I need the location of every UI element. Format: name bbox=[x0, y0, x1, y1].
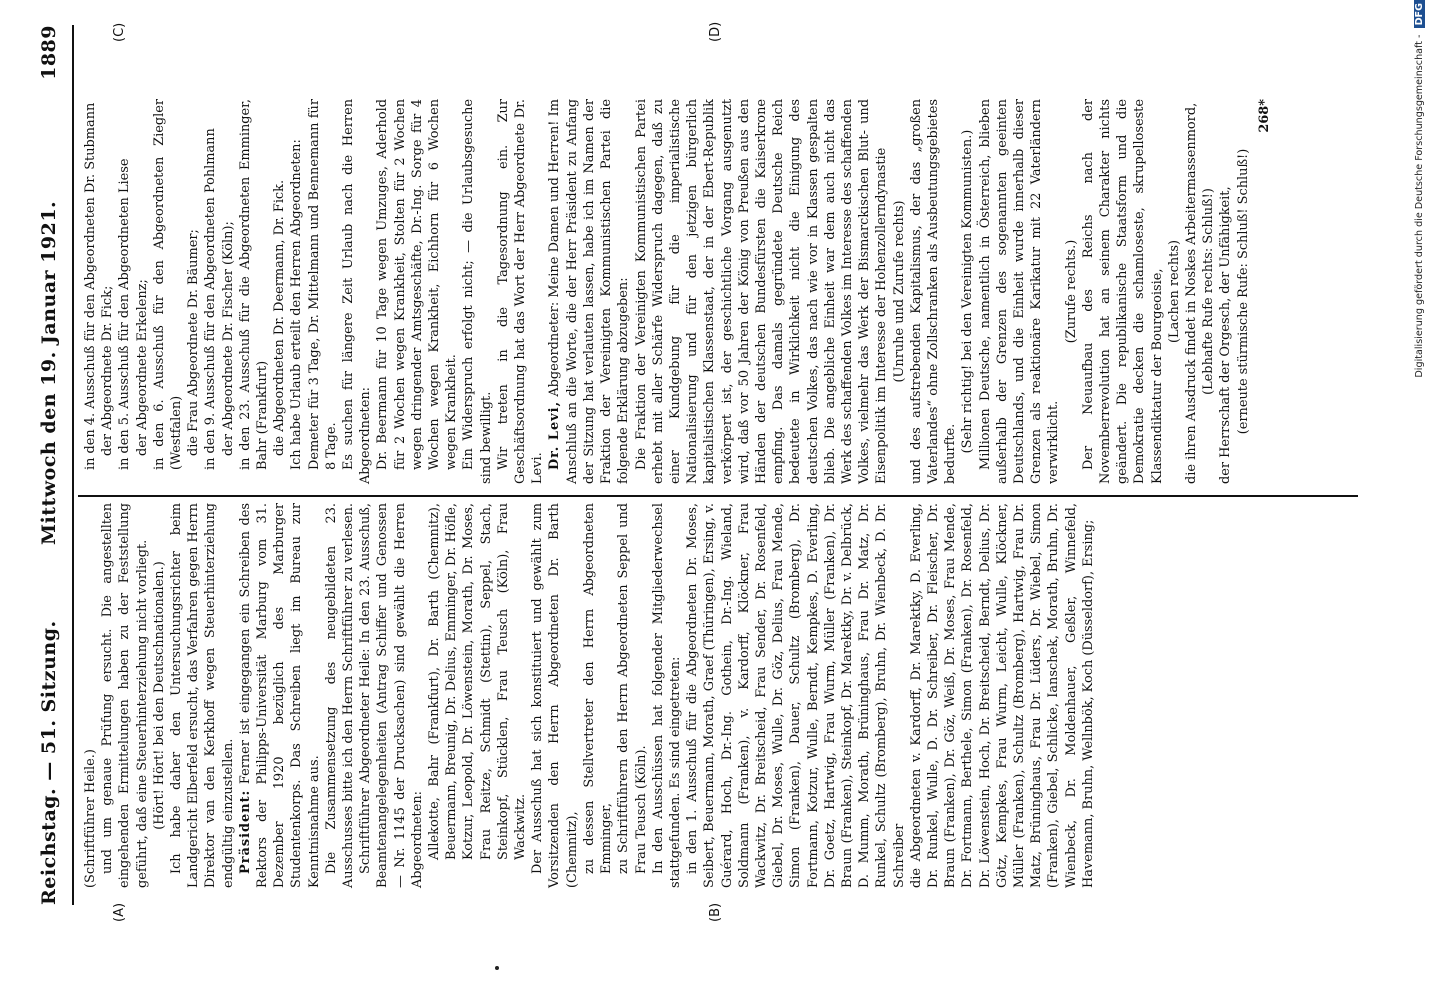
paragraph bbox=[1235, 99, 1252, 484]
paragraph bbox=[99, 503, 151, 888]
paragraph-text: Abgeordneter: Meine Damen und Herren! Im Anschluß an die Worte, die der Herr Präsident zu Anfang der Sitzung hat verlauten lassen, habe ich im Namen der Fraktion der Vereinigten Kommunistischen Partei die folgende Erklärung abzugeben: bbox=[547, 99, 632, 484]
paragraph-text: und des aufstrebenden Kapitalismus, der das „großen Vaterlandes“ ohne Zollschranken als Ausbeutungsgebietes bedurfte. bbox=[908, 99, 959, 484]
paragraph bbox=[151, 503, 168, 888]
paragraph-text: Schriftführer Abgeordneter Heile: In den 23. Ausschuß, Beamtenangelegenheiten (Antrag Schiffer und Genossen — Nr. 1145 der Drucksachen) sind gewählt die Herren Abgeordneten: bbox=[358, 503, 425, 888]
header-rule bbox=[72, 25, 74, 905]
paragraph bbox=[633, 99, 891, 484]
paragraph-text: (Lebhafte Rufe rechts: Schluß!) bbox=[1201, 188, 1217, 395]
paragraph bbox=[202, 99, 219, 484]
paragraph-text: (Hört! Hört! bei den Deutschnationalen.) bbox=[151, 561, 167, 830]
paragraph bbox=[529, 503, 581, 888]
paragraph-text: der Herrschaft der Orgesch, der Unfähigkeit, bbox=[1218, 186, 1234, 484]
paragraph bbox=[99, 99, 116, 484]
header-date: Mittwoch den 19. Januar 1921. bbox=[38, 200, 60, 545]
paragraph bbox=[908, 503, 1097, 888]
paragraph-text: der Abgeordnete Dr. Fischer (Köln); bbox=[220, 221, 236, 456]
paragraph-text: Ferner ist eingegangen ein Schreiben des Rektors der Philipps-Universität Marburg vom 31. Dezember 1920 bezüglich des Marburger Studentenkorps. Das Schreiben liegt im Bureau zur Kenntnisnahme aus. bbox=[237, 503, 322, 888]
paragraph-text: (Lachen rechts) bbox=[1166, 240, 1182, 343]
paragraph bbox=[82, 99, 99, 484]
margin-mark-b: (B) bbox=[708, 902, 723, 922]
funding-text: Digitalisierung gefördert durch die Deutsche Forschungsgemeinschaft - bbox=[1414, 34, 1425, 378]
paragraph bbox=[581, 503, 615, 888]
paragraph-text: (erneute stürmische Rufe: Schluß! Schluß!) bbox=[1235, 148, 1251, 435]
paragraph bbox=[151, 99, 185, 484]
dfg-logo: DFG bbox=[1414, 0, 1425, 28]
paragraph bbox=[323, 503, 357, 888]
paragraph bbox=[1217, 99, 1234, 484]
paragraph bbox=[977, 99, 1063, 484]
header-left: Reichstag. — 51. Sitzung. bbox=[38, 620, 60, 905]
paragraph-text: Millionen Deutsche, namentlich in Österreich, blieben außerhalb der Grenzen des sogenannten geeinten Deutschlands, und die Einheit wurde innerhalb dieser Grenzen als reaktionäre Karikatur mit 22 Vaterländern verwirklicht. bbox=[977, 99, 1062, 484]
paragraph-text: in den 9. Ausschuß für den Abgeordneten Pohlmann bbox=[203, 128, 219, 470]
paragraph-text: (Unruhe und Zurufe rechts) bbox=[891, 200, 907, 383]
paragraph-text: der Abgeordnete Erkelenz; bbox=[134, 279, 150, 456]
paragraph bbox=[1080, 99, 1166, 484]
paragraph-text: in den 5. Ausschuß für den Abgeordneten Liese bbox=[117, 158, 133, 470]
paragraph bbox=[185, 99, 202, 484]
paragraph-text: Demeter für 3 Tage, Dr. Mittelmann und Bennemann für 8 Tage. bbox=[306, 99, 339, 470]
paragraph bbox=[288, 99, 305, 484]
signature-number: 268* bbox=[1256, 99, 1272, 133]
paragraph bbox=[237, 99, 271, 484]
paragraph bbox=[168, 503, 237, 888]
paragraph-text: in den 1. Ausschuß für die Abgeordneten Dr. Moses, Seibert, Beuermann, Morath, Graef (Thüringen), Ersing, v. Guérard, Hoch, Dr.-Ing. Gothein, Dr.-Ing. Wieland, Soldmann (Franken), v. Kardorff, Klöckner, Frau Wackwitz, Dr. Breitscheid, Frau Sender, Dr. Rosenfeld, Giebel, Dr. Moses, Wulle, Dr. Göz, Delius, Frau Mende, Simon (Franken), Dauer, Schultz (Bromberg), Dr. Fortmann, Kotzur, Wulle, Berndt, Kempkes, D. Everling, Dr. Goetz, Hartwig, Frau Wurm, Müller (Franken), Dr. Braun (Franken), Steinkopf, Dr. Marektky, Dr. v. Delbrück, D. Mumm, Morath, Brüninghaus, Frau Dr. Matz, Dr. Runkel, Schultz (Bromberg), Bruhn, Dr. Wienbeck, D. Dr. Schreiber bbox=[685, 503, 907, 888]
margin-mark-d: (D) bbox=[708, 21, 723, 42]
paragraph bbox=[891, 99, 908, 484]
paragraph-text: Wir treten in die Tagesordnung ein. Zur Geschäftsordnung hat das Wort der Herr Abgeordnete Dr. Levi. bbox=[495, 99, 546, 484]
paragraph-text: Ich habe daher den Untersuchungsrichter beim Landgericht Elberfeld ersucht, das Verfahren gegen Herrn Direktor van den Kerkhoff wegen Steuerhinterziehung endgültig einzustellen. bbox=[169, 503, 236, 888]
paragraph-text: zu dessen Stellvertreter den Herrn Abgeordneten Emminger, bbox=[581, 503, 615, 874]
paragraph-text: (Schriftführer Heile.) bbox=[83, 749, 98, 888]
paragraph bbox=[1183, 99, 1200, 484]
paragraph bbox=[908, 99, 960, 484]
paragraph bbox=[271, 99, 288, 484]
paragraph bbox=[460, 99, 494, 484]
paragraph-text: (Zurufe rechts.) bbox=[1063, 239, 1079, 344]
speaker-name: Präsident: bbox=[237, 789, 253, 874]
paragraph bbox=[134, 99, 151, 484]
paragraph bbox=[82, 503, 99, 888]
paragraph-text: Der Ausschuß hat sich konstituiert und gewählt zum Vorsitzenden den Herrn Abgeordneten Dr. Barth (Chemnitz), bbox=[530, 503, 580, 888]
paragraph bbox=[1166, 99, 1183, 484]
margin-mark-c: (C) bbox=[112, 22, 127, 42]
paragraph bbox=[684, 503, 908, 888]
paragraph-text: Die Fraktion der Vereinigten Kommunistischen Partei erhebt mit aller Schärfe Widerspruch dagegen, daß zu einer Kundgebung für die imperialistische Nationalisierung und für den jetzigen bürgerlich kapitalistischen Klassenstaat, der in der Ebert-Republik verkörpert ist, der geschichtliche Vorgang ausgenutzt wird, daß vor 50 Jahren der König von Preußen aus den Händen der deutschen Bundesfürsten die Kaiserkrone empfing. Das damals gegründete Deutsche Reich bedeutete in Wirklichkeit nicht die Einigung des deutschen Volkes, das nach wie vor in Klassen gespalten blieb. Die angebliche Einheit war dem auch nicht das Werk des schaffenden Volkes im Interesse des schaffenden Volkes, vielmehr das Werk der Bismarckischen Blut- und Eisenpolitik im Interesse der Hohenzollerndynastie bbox=[633, 99, 890, 484]
paragraph-text: und um genaue Prüfung ersucht. Die angestellten eingehenden Ermittelungen haben zu der Feststellung geführt, daß eine Steuerhinterziehung nicht vorliegt. bbox=[100, 503, 150, 888]
paragraph bbox=[426, 503, 529, 888]
paragraph-text: Ich habe Urlaub erteilt den Herren Abgeordneten: bbox=[289, 139, 305, 470]
page-number: 1889 bbox=[38, 25, 60, 80]
paragraph bbox=[374, 99, 460, 484]
right-column bbox=[82, 99, 1273, 484]
paragraph-text: die Abgeordneten Dr. Deermann, Dr. Fick. bbox=[272, 179, 288, 456]
paragraph-text: Ein Widerspruch erfolgt nicht; — die Urlaubsgesuche sind bewilligt. bbox=[461, 99, 494, 484]
paragraph bbox=[615, 503, 649, 888]
paragraph bbox=[306, 99, 340, 484]
paragraph-text: die ihren Ausdruck findet in Noskes Arbeitermassenmord, bbox=[1184, 102, 1199, 484]
paragraph-text: (Sehr richtig! bei den Vereinigten Kommunisten.) bbox=[960, 129, 976, 454]
paragraph-text: Allekotte, Bahr (Frankfurt), Dr. Barth (Chemnitz), Beuermann, Breunig, Dr. Delius, Emminger, Dr. Höfle, Kotzur, Leopold, Dr. Löwenstein, Morath, Dr. Moses, Frau Reitze, Schmidt (Stettin), Seppel, Stach, Steinkopf, Stücklen, Frau Teusch (Köln), Frau Wackwitz. bbox=[427, 503, 529, 860]
speaker-name: Dr. Levi, bbox=[547, 400, 563, 470]
paragraph bbox=[495, 99, 547, 484]
paragraph bbox=[650, 503, 684, 888]
column-divider bbox=[78, 495, 1358, 497]
funding-note bbox=[1414, 0, 1425, 1000]
paragraph bbox=[220, 99, 237, 484]
paragraph bbox=[237, 503, 323, 888]
paragraph-text: der Abgeordnete Dr. Fick; bbox=[100, 285, 116, 456]
paragraph-text: Der Neuaufbau des Reichs nach der Novemberrevolution hat an seinem Charakter nichts geändert. Die republikanische Staatsform und die Demokratie decken die schamloseste, skrupelloseste Klassendiktatur der Bourgeoisie, bbox=[1080, 99, 1165, 484]
paragraph-text: in den 4. Ausschuß für den Abgeordneten Dr. Stubmann bbox=[83, 102, 98, 470]
paragraph-text: Dr. Beermann für 10 Tage wegen Umzuges, Aderhold für 2 Wochen wegen Krankheit, Stolten für 2 Wochen wegen dringender Amtsgeschäfte, Dr.-Ing. Sorge für 4 Wochen wegen Krankheit, Eichhorn für 6 Wochen wegen Krankheit. bbox=[375, 99, 460, 470]
left-column bbox=[82, 503, 1097, 888]
paragraph-text: die Abgeordneten v. Kardorff, Dr. Marektky, D. Everling, Dr. Runkel, Wulle, D. Dr. Schreiber, Dr. Fleischer, Dr. Braun (Franken), Dr. Göz, Weiß, Dr. Moses, Frau Mende, Dr. Fortmann, Berthele, Simon (Franken), Dr. Rosenfeld, Dr. Löwenstein, Hoch, Dr. Breitscheid, Berndt, Delius, Dr. Götz, Kempkes, Frau Wurm, Leicht, Wulle, Klöckner, Müller (Franken), Schultz (Bromberg), Hartwig, Frau Dr. Matz, Brüninghaus, Frau Dr. Lüders, Dr. Wiebel, Simon (Franken), Giebel, Schlicke, Ianschek, Morath, Bruhn, Dr. Wienbeck, Dr. Moldenhauer, Geßler, Winnefeld, Havemann, Bruhn, Wellnbök, Koch (Düsseldorf), Ersing; bbox=[908, 503, 1096, 888]
paragraph bbox=[959, 99, 976, 484]
margin-mark-a: (A) bbox=[112, 902, 127, 922]
paragraph bbox=[357, 503, 426, 888]
paragraph bbox=[116, 99, 133, 484]
paragraph bbox=[546, 99, 632, 484]
page-header bbox=[32, 25, 68, 905]
paragraph-text: die Frau Abgeordnete Dr. Bäumer; bbox=[186, 229, 202, 456]
paragraph-text: Die Zusammensetzung des neugebildeten 23. Ausschusses bitte ich den Herrn Schriftführer zu verlesen. bbox=[323, 503, 357, 888]
stray-dot bbox=[495, 966, 499, 970]
paragraph-text: Es suchen für längere Zeit Urlaub nach die Herren Abgeordneten: bbox=[341, 99, 374, 484]
paragraph-text: zu Schriftführern den Herrn Abgeordneten Seppel und Frau Teusch (Köln). bbox=[616, 503, 649, 874]
paragraph-text: in den 23. Ausschuß für die Abgeordneten Emminger, Bahr (Frankfurt) bbox=[237, 99, 271, 470]
paragraph-text: In den Ausschüssen hat folgender Mitgliederwechsel stattgefunden. Es sind eingetreten: bbox=[650, 503, 683, 888]
paragraph bbox=[1200, 99, 1217, 484]
paragraph bbox=[340, 99, 374, 484]
paragraph bbox=[1063, 99, 1080, 484]
paragraph-text: in den 6. Ausschuß für den Abgeordneten Ziegler (Westfalen) bbox=[151, 99, 185, 470]
